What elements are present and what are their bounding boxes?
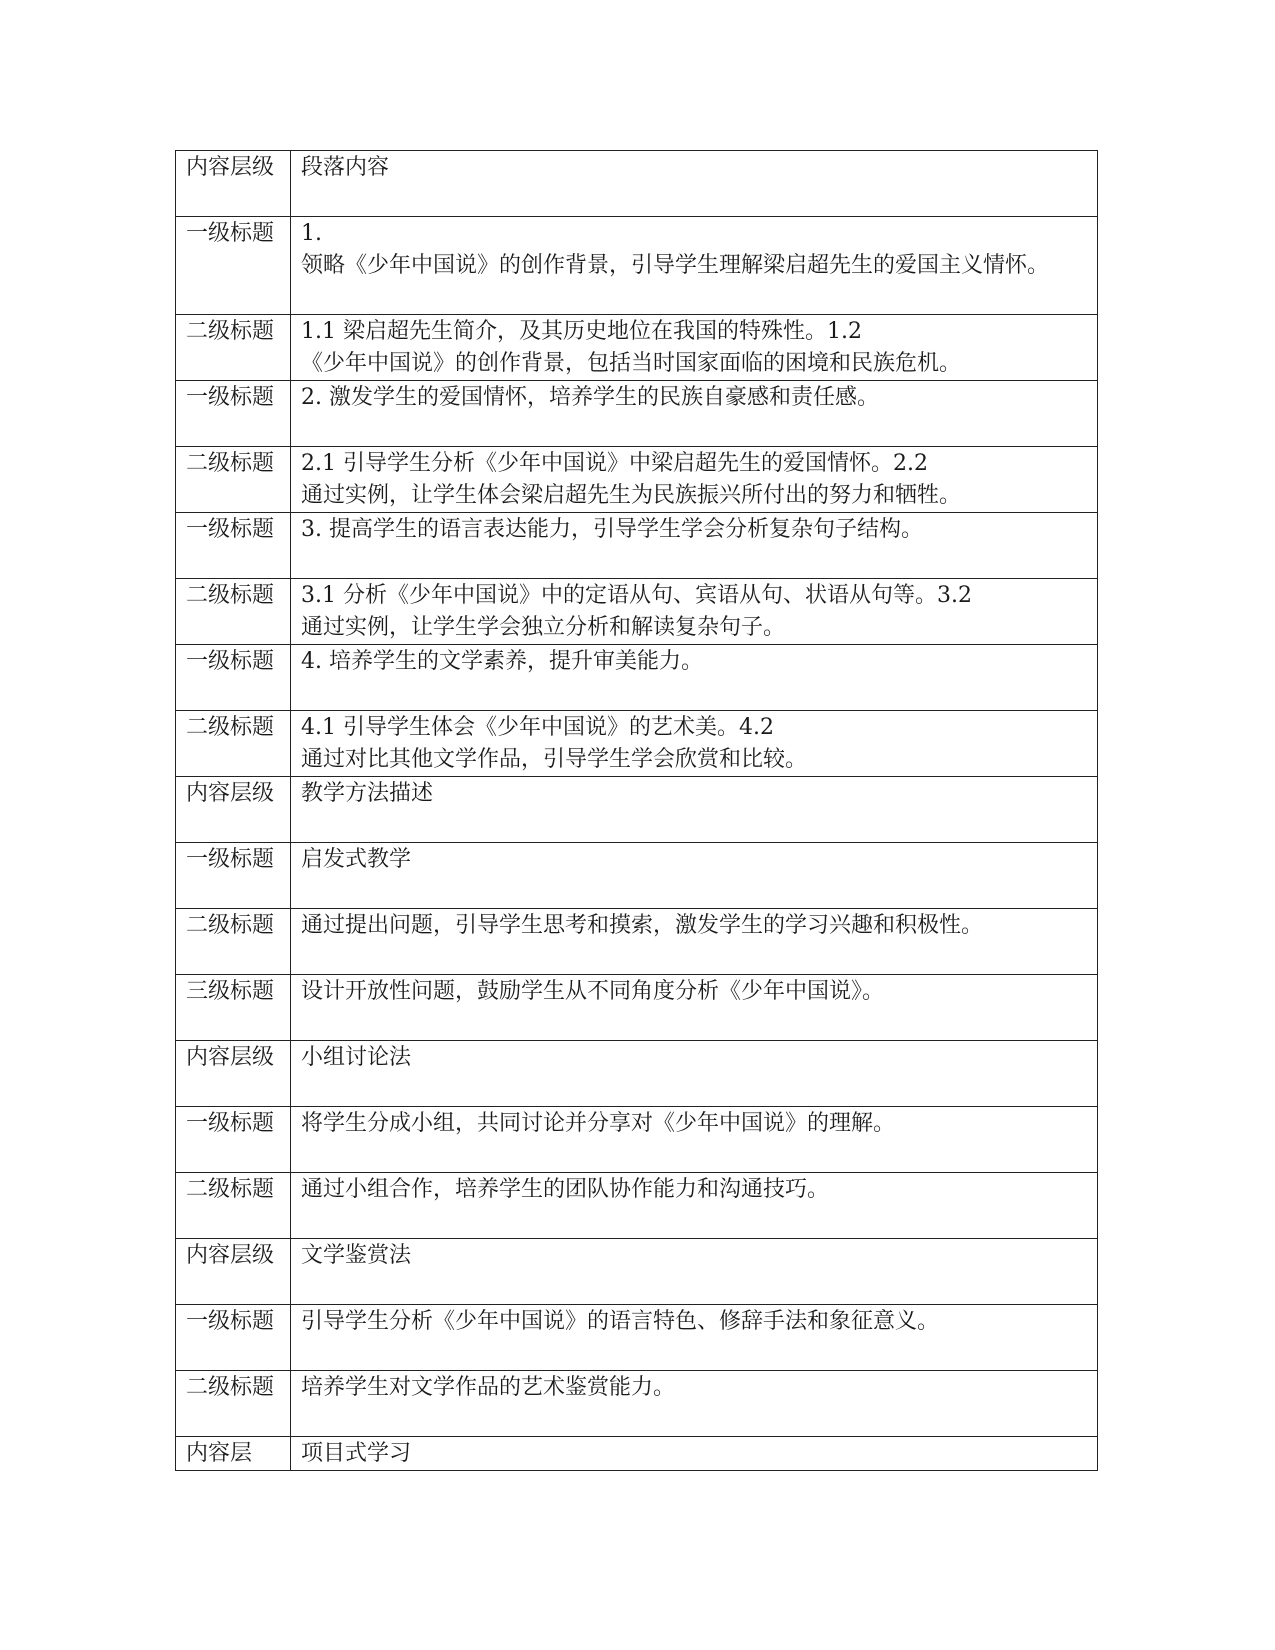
table-row: [176, 975, 1098, 1041]
content-line: 2. 激发学生的爱国情怀，培养学生的民族自豪感和责任感。: [301, 385, 879, 410]
table-row: [176, 645, 1098, 711]
level-cell: 一级标题: [176, 1305, 291, 1371]
content-line: 通过实例，让学生体会梁启超先生为民族振兴所付出的努力和牺牲。: [301, 483, 962, 508]
level-cell: 内容层级: [176, 1041, 291, 1107]
level-cell: 二级标题: [176, 1173, 291, 1239]
content-cell: [291, 447, 1098, 513]
content-line: 文学鉴赏法: [301, 1243, 412, 1268]
content-line: 领略《少年中国说》的创作背景，引导学生理解梁启超先生的爱国主义情怀。: [301, 253, 1050, 278]
content-line: 1.1 梁启超先生简介，及其历史地位在我国的特殊性。1.2: [301, 319, 862, 344]
content-cell: [291, 151, 1098, 217]
content-line: 设计开放性问题，鼓励学生从不同角度分析《少年中国说》。: [301, 979, 885, 1004]
content-cell: [291, 1107, 1098, 1173]
content-line: 4.1 引导学生体会《少年中国说》的艺术美。4.2: [301, 715, 774, 740]
content-line: 项目式学习: [301, 1441, 412, 1466]
level-cell: 一级标题: [176, 843, 291, 909]
table-row: [176, 513, 1098, 579]
level-cell: 三级标题: [176, 975, 291, 1041]
content-line: 3.1 分析《少年中国说》中的定语从句、宾语从句、状语从句等。3.2: [301, 583, 972, 608]
table-row: [176, 1371, 1098, 1437]
table-row: [176, 843, 1098, 909]
content-line: 段落内容: [301, 155, 390, 180]
table-row: [176, 1239, 1098, 1305]
content-cell: [291, 975, 1098, 1041]
content-line: 小组讨论法: [301, 1045, 412, 1070]
content-line: 《少年中国说》的创作背景，包括当时国家面临的困境和民族危机。: [301, 351, 962, 376]
content-cell: [291, 645, 1098, 711]
content-line: 1.: [301, 221, 322, 246]
content-cell: [291, 381, 1098, 447]
content-cell: [291, 1173, 1098, 1239]
level-cell: 二级标题: [176, 909, 291, 975]
level-cell: 一级标题: [176, 381, 291, 447]
level-cell: 一级标题: [176, 645, 291, 711]
table-row: [176, 315, 1098, 381]
content-line: 通过对比其他文学作品，引导学生学会欣赏和比较。: [301, 747, 808, 772]
content-line: 引导学生分析《少年中国说》的语言特色、修辞手法和象征意义。: [301, 1309, 940, 1334]
content-cell: [291, 777, 1098, 843]
table-row: [176, 1041, 1098, 1107]
level-cell: 二级标题: [176, 1371, 291, 1437]
content-line: 4. 培养学生的文学素养，提升审美能力。: [301, 649, 703, 674]
content-cell: [291, 1371, 1098, 1437]
level-cell: 一级标题: [176, 513, 291, 579]
table-row: [176, 447, 1098, 513]
content-line: 教学方法描述: [301, 781, 434, 806]
content-line: 2.1 引导学生分析《少年中国说》中梁启超先生的爱国情怀。2.2: [301, 451, 928, 476]
content-cell: [291, 513, 1098, 579]
level-cell: 二级标题: [176, 447, 291, 513]
table-row: [176, 1107, 1098, 1173]
table-row: [176, 711, 1098, 777]
level-cell: 内容层: [176, 1437, 291, 1471]
content-cell: [291, 1437, 1098, 1471]
content-cell: [291, 1041, 1098, 1107]
level-cell: 二级标题: [176, 315, 291, 381]
content-line: 通过实例，让学生学会独立分析和解读复杂句子。: [301, 615, 786, 640]
level-cell: 一级标题: [176, 217, 291, 315]
level-cell: 内容层级: [176, 151, 291, 217]
level-cell: 二级标题: [176, 711, 291, 777]
table-row: [176, 381, 1098, 447]
content-cell: [291, 711, 1098, 777]
table-row: [176, 1437, 1098, 1471]
content-line: 将学生分成小组，共同讨论并分享对《少年中国说》的理解。: [301, 1111, 896, 1136]
content-cell: [291, 1305, 1098, 1371]
content-cell: [291, 217, 1098, 315]
content-line: 通过小组合作，培养学生的团队协作能力和沟通技巧。: [301, 1177, 830, 1202]
level-cell: 内容层级: [176, 777, 291, 843]
content-cell: [291, 909, 1098, 975]
table-row: [176, 217, 1098, 315]
content-line: 通过提出问题，引导学生思考和摸索，激发学生的学习兴趣和积极性。: [301, 913, 984, 938]
table-row: [176, 777, 1098, 843]
content-cell: [291, 315, 1098, 381]
level-cell: 内容层级: [176, 1239, 291, 1305]
content-line: 3. 提高学生的语言表达能力，引导学生学会分析复杂句子结构。: [301, 517, 923, 542]
table-row: [176, 579, 1098, 645]
table-row: [176, 909, 1098, 975]
content-line: 培养学生对文学作品的艺术鉴赏能力。: [301, 1375, 676, 1400]
content-line: 启发式教学: [301, 847, 412, 872]
content-cell: [291, 843, 1098, 909]
level-cell: 二级标题: [176, 579, 291, 645]
table-row: [176, 1305, 1098, 1371]
level-cell: 一级标题: [176, 1107, 291, 1173]
content-table: [175, 150, 1098, 1471]
content-cell: [291, 1239, 1098, 1305]
table-row: [176, 1173, 1098, 1239]
content-cell: [291, 579, 1098, 645]
table-row: [176, 151, 1098, 217]
